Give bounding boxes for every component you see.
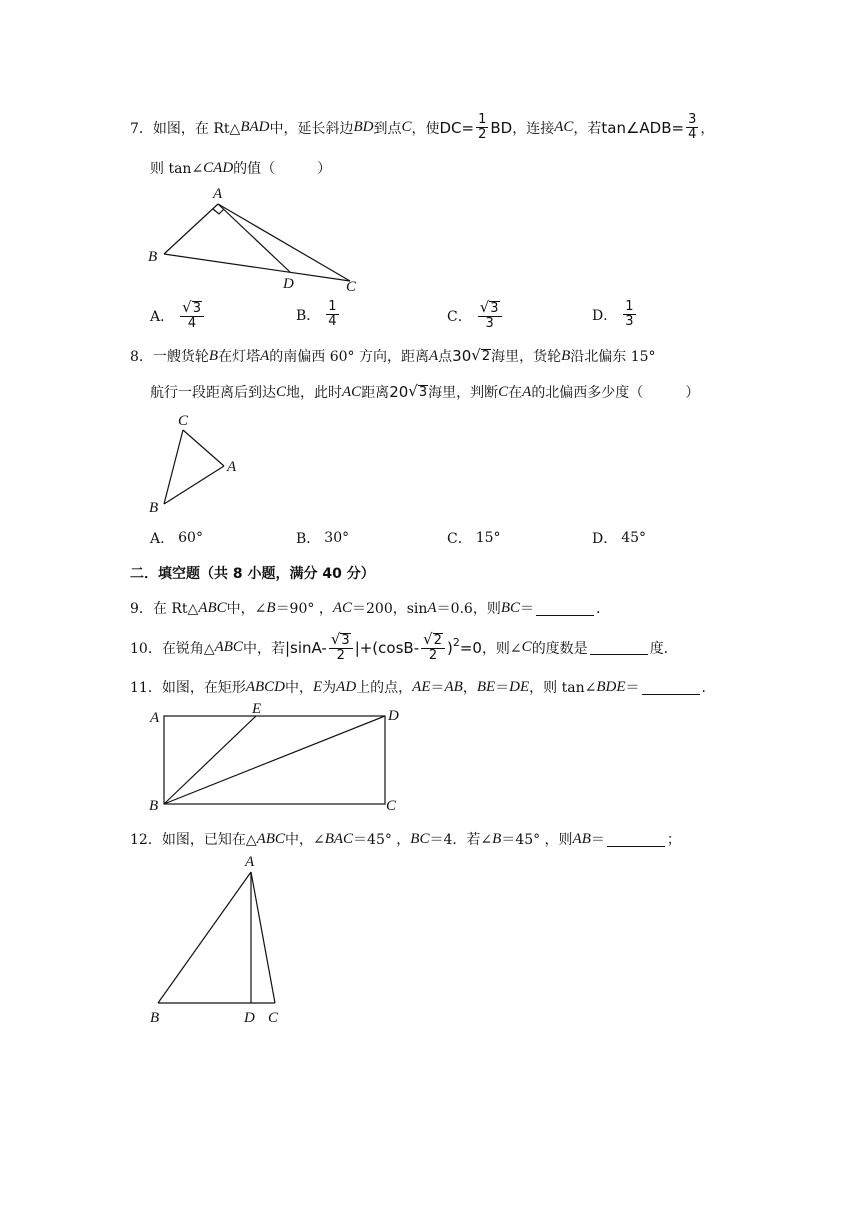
q12-var: BAC xyxy=(324,830,354,847)
q9-text: ． xyxy=(596,601,611,617)
option-label: A． xyxy=(150,308,175,325)
q10-line xyxy=(130,632,678,663)
q9-text: 中，∠ xyxy=(226,601,267,617)
q7-formula: DC= xyxy=(439,118,475,137)
fraction-denominator: 2 xyxy=(428,648,438,663)
q10-number: 10． xyxy=(130,640,162,657)
q12-var: B xyxy=(492,830,502,847)
q8-var: AC xyxy=(342,383,362,400)
q7-line2 xyxy=(150,158,331,178)
q7-text: ，连接 xyxy=(512,120,555,137)
q9-var: AC xyxy=(332,599,352,616)
q9-text: ＝0.6，则 xyxy=(436,601,501,617)
q12-number: 12． xyxy=(130,832,162,848)
q11-text: ＝ xyxy=(430,680,445,696)
q11-text: ． xyxy=(701,680,716,696)
q12-text: 如图，已知在△ xyxy=(161,832,257,848)
option-label: C． xyxy=(447,531,472,547)
radicand: 3 xyxy=(192,301,201,316)
radicand: 3 xyxy=(341,633,350,648)
option-text: 30° xyxy=(324,530,350,546)
q7-var: C xyxy=(401,119,412,135)
q7-label-a: A xyxy=(213,186,223,202)
radicand: 2 xyxy=(433,633,442,648)
q9-text: ＝ xyxy=(520,601,535,617)
q8-text: 点 xyxy=(438,349,453,365)
q12-label-a: A xyxy=(245,854,255,870)
sqrt-symbol: √ 2 xyxy=(423,630,442,648)
q9-var: A xyxy=(427,599,437,616)
sqrt-symbol: √ 3 xyxy=(330,630,350,648)
q7-text: ，若 xyxy=(573,120,602,137)
q7-option-b[interactable] xyxy=(296,300,341,329)
q7-text: ） xyxy=(317,161,332,177)
q12-text: ＝ xyxy=(590,832,605,848)
q11-text: 为 xyxy=(322,680,337,696)
q11-label-e: E xyxy=(252,701,262,717)
q9-var: ABC xyxy=(198,599,227,616)
q10-text: 的度数是 xyxy=(531,640,588,657)
q10-formula: |+(cosB- xyxy=(354,638,420,657)
q9-text: ＝200，sin xyxy=(352,601,428,617)
option-label: C． xyxy=(447,308,472,325)
q8-label-c: C xyxy=(178,413,189,429)
q11-var: BE xyxy=(476,678,496,695)
fraction-numerator xyxy=(329,632,353,649)
fraction-denominator: 4 xyxy=(187,316,197,331)
option-text: 15° xyxy=(475,530,501,546)
q11-var: AD xyxy=(336,678,357,695)
sqrt-symbol: √ 3 xyxy=(479,298,499,316)
q8-option-d[interactable] xyxy=(592,528,646,548)
q11-text: ， xyxy=(462,680,477,696)
q7-var: AC xyxy=(554,119,574,135)
q8-coefficient: 20 xyxy=(389,383,409,401)
q8-coefficient: 30 xyxy=(452,347,472,365)
q7-label-c: C xyxy=(346,279,357,295)
fraction-numerator: 1 xyxy=(328,299,337,314)
q9-line xyxy=(130,598,610,618)
q7-formula: BD xyxy=(490,118,513,137)
q8-text: 地，此时 xyxy=(286,385,343,401)
option-text: 60° xyxy=(178,530,203,546)
q7-half-fraction xyxy=(476,113,488,142)
q9-number: 9． xyxy=(130,601,153,617)
q10-var: C xyxy=(521,639,532,655)
q11-label-b: B xyxy=(149,798,159,814)
q11-number: 11． xyxy=(130,680,162,696)
q7-label-b: B xyxy=(148,249,158,265)
q8-text: 海里，货轮 xyxy=(491,349,562,365)
sqrt-symbol: √ 3 xyxy=(408,382,428,400)
q10-var: ABC xyxy=(214,639,243,655)
q11-var: ABCD xyxy=(245,678,285,695)
q10-formula: ) xyxy=(446,638,453,657)
q12-figure xyxy=(140,850,300,1030)
radicand: 3 xyxy=(418,385,428,400)
radicand: 2 xyxy=(481,349,491,364)
q8-text: 在 xyxy=(508,385,523,401)
fraction-numerator: 1 xyxy=(478,112,487,127)
q8-text: 一艘货轮 xyxy=(152,349,209,365)
q11-var: AB xyxy=(444,678,463,695)
q10-formula: |sinA- xyxy=(284,638,327,657)
q8-text: 距离 xyxy=(361,385,390,401)
fraction-numerator xyxy=(180,300,204,317)
q8-label-a: A xyxy=(227,459,237,475)
fraction-denominator: 3 xyxy=(625,314,634,329)
sqrt-symbol: √ 3 xyxy=(182,298,201,316)
q7-option-c[interactable] xyxy=(447,300,504,331)
q12-var: BC xyxy=(410,830,430,847)
fraction-denominator: 4 xyxy=(688,127,697,142)
radicand: 3 xyxy=(490,301,499,316)
fraction-denominator: 2 xyxy=(478,127,487,142)
q11-text: ＝ xyxy=(625,680,640,696)
q11-figure xyxy=(140,700,410,815)
q8-text: 在灯塔 xyxy=(218,349,261,365)
q7-text: 中，延长斜边 xyxy=(269,120,354,137)
q7-text: ， xyxy=(700,120,715,137)
q8-var: B xyxy=(561,347,571,364)
q12-var: AB xyxy=(572,830,591,847)
q7-label-d: D xyxy=(283,276,294,292)
q11-answer-blank[interactable] xyxy=(642,680,700,695)
q8-option-c[interactable] xyxy=(447,528,501,548)
fraction-denominator: 3 xyxy=(485,316,494,331)
q12-text: 中，∠ xyxy=(284,832,325,848)
q8-option-b[interactable] xyxy=(296,528,349,548)
option-fraction xyxy=(326,300,338,329)
option-label: D． xyxy=(592,307,618,324)
q7-text: 的值（ xyxy=(233,161,276,177)
q7-option-d[interactable] xyxy=(592,300,638,329)
q7-figure xyxy=(140,183,380,295)
q11-line xyxy=(130,677,716,697)
q11-var: E xyxy=(313,678,323,695)
q9-text: ＝90° ， xyxy=(275,601,333,617)
q11-text: 上的点， xyxy=(356,680,413,696)
q8-line2 xyxy=(150,382,699,402)
q10-exponent: 2 xyxy=(452,636,460,649)
q10-answer-blank[interactable] xyxy=(590,640,648,655)
q12-text: ＝45° ，则 xyxy=(501,832,573,848)
q11-label-c: C xyxy=(386,798,397,814)
q11-text: 中， xyxy=(285,680,313,696)
fraction-denominator: 2 xyxy=(336,648,345,663)
q8-text: 海里，判断 xyxy=(428,385,499,401)
q12-text: ； xyxy=(666,832,681,848)
q8-var: A xyxy=(522,383,532,400)
q10-text: ，则∠ xyxy=(481,640,522,657)
q7-text: ，使 xyxy=(411,120,440,137)
q8-var: B xyxy=(208,347,219,364)
q11-label-a: A xyxy=(150,710,160,726)
q7-option-a[interactable] xyxy=(150,300,206,331)
q7-number: 7． xyxy=(130,120,153,137)
q7-var: BAD xyxy=(240,119,270,135)
q8-option-a[interactable] xyxy=(150,528,203,548)
q10-formula: =0 xyxy=(459,638,482,657)
q9-var: BC xyxy=(500,599,521,616)
sqrt-symbol: √ 2 xyxy=(471,346,491,364)
q8-var: A xyxy=(428,347,439,364)
q8-var: C xyxy=(276,383,287,400)
fraction-numerator: 1 xyxy=(625,299,634,314)
q10-text: 度． xyxy=(649,640,678,657)
q11-text: ＝ xyxy=(495,680,510,696)
q12-label-b: B xyxy=(150,1010,160,1026)
option-label: B． xyxy=(296,307,321,324)
q8-line1 xyxy=(130,346,656,366)
fraction-numerator xyxy=(421,632,445,649)
q7-text: 到点 xyxy=(373,120,402,137)
section-heading: 二．填空题（共 8 小题，满分 40 分） xyxy=(130,566,375,582)
q11-label-d: D xyxy=(388,708,399,724)
q12-line xyxy=(130,829,681,849)
q11-var: AE xyxy=(412,678,431,695)
q11-text: 如图，在矩形 xyxy=(161,680,246,696)
option-label: B． xyxy=(296,531,321,547)
q8-var: C xyxy=(498,383,509,400)
option-label: A． xyxy=(150,531,175,547)
q8-figure xyxy=(140,410,250,520)
q11-text: ，则 tan∠ xyxy=(529,680,597,696)
q7-text: 如图，在 Rt△ xyxy=(152,120,241,137)
fraction-numerator xyxy=(478,300,502,317)
q12-text: ＝4．若∠ xyxy=(429,832,493,848)
q8-text: 沿北偏东 15° xyxy=(570,349,656,365)
q11-var: BDE xyxy=(596,678,626,695)
q10-fraction-2 xyxy=(421,632,445,663)
option-fraction xyxy=(623,300,635,329)
q12-answer-blank[interactable] xyxy=(607,832,665,847)
q8-number: 8． xyxy=(130,349,153,365)
option-fraction xyxy=(478,300,502,331)
q9-text: 在 Rt△ xyxy=(152,601,199,617)
q10-text: 在锐角△ xyxy=(161,640,215,657)
q12-label-c: C xyxy=(268,1010,279,1026)
q7-var: CAD xyxy=(203,159,234,176)
q9-var: B xyxy=(266,599,276,616)
q8-text: ） xyxy=(685,385,700,401)
q7-var: BD xyxy=(353,119,374,135)
q8-text: 的北偏西多少度（ xyxy=(531,385,644,401)
q7-formula: tan∠ADB= xyxy=(601,118,685,137)
q8-label-b: B xyxy=(149,500,159,516)
q12-text: ＝45° ， xyxy=(353,832,411,848)
q8-text: 航行一段距离后到达 xyxy=(150,385,276,401)
q10-fraction-1 xyxy=(329,632,353,663)
q10-text: 中，若 xyxy=(242,640,285,657)
option-label: D． xyxy=(592,531,618,547)
q7-tan-fraction xyxy=(686,113,698,142)
q7-line1 xyxy=(130,113,714,142)
q8-var: A xyxy=(260,347,270,364)
q11-var: DE xyxy=(509,678,530,695)
option-fraction xyxy=(180,300,204,331)
q9-answer-blank[interactable] xyxy=(536,601,594,616)
option-text: 45° xyxy=(621,530,647,546)
q8-text: 的南偏西 60° 方向，距离 xyxy=(269,349,429,365)
q12-var: ABC xyxy=(256,830,285,847)
fraction-numerator: 3 xyxy=(688,112,697,127)
q12-label-d: D xyxy=(244,1010,255,1026)
fraction-denominator: 4 xyxy=(328,314,337,329)
q7-text: 则 tan∠ xyxy=(150,161,204,177)
